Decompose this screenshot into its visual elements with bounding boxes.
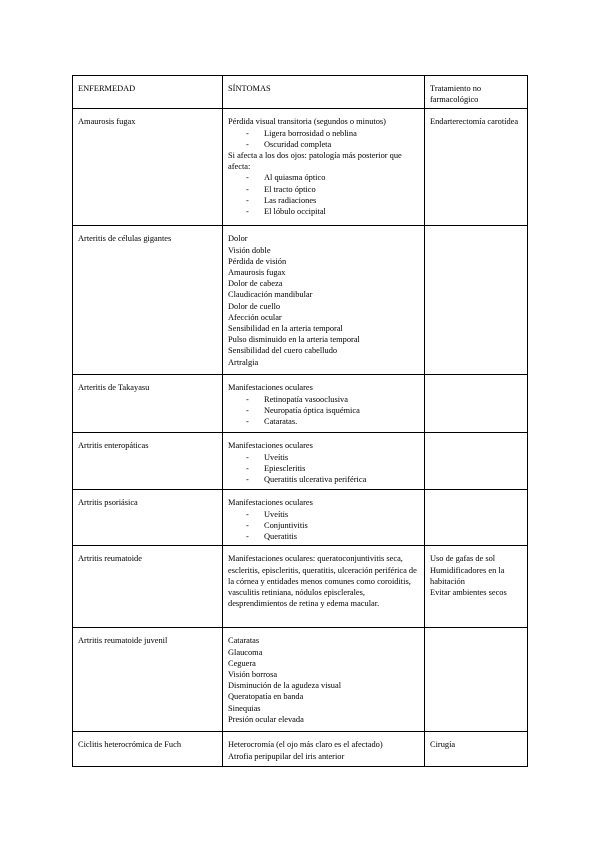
table-row [73, 375, 528, 433]
treatment-cell [425, 490, 528, 546]
symptoms-intro: Pérdida visual transitoria (segundos o minutos) [228, 117, 386, 127]
symptom-line: Claudicación mandibular [228, 290, 313, 300]
symptoms-cell [223, 546, 425, 628]
symptom-bullet: - El lóbulo occipital [228, 206, 420, 217]
treatment-line: Evitar ambientes secos [430, 588, 507, 598]
table-row [73, 732, 528, 767]
disease-name: Artritis reumatoide [73, 546, 223, 628]
symptom-bullet: - Oscuridad completa [228, 139, 420, 150]
treatment-cell: Endarterectomía carotídea [425, 109, 528, 226]
symptom-bullet: - Queratitis [228, 531, 420, 542]
symptom-line: Pérdida de visión [228, 256, 287, 266]
symptom-line: Sinequias [228, 703, 261, 713]
symptoms-intro: Manifestaciones oculares [228, 383, 313, 393]
symptom-line: Queratopatía en banda [228, 692, 304, 702]
table-row [73, 490, 528, 546]
disease-name: Arteritis de células gigantes [73, 226, 223, 375]
disease-name: Artritis reumatoide juvenil [73, 628, 223, 732]
symptom-line: Dolor [228, 234, 248, 244]
symptom-bullet: - Conjuntivitis [228, 520, 420, 531]
symptom-bullet: - El tracto óptico [228, 184, 420, 195]
symptom-bullet: - Cataratas. [228, 416, 420, 427]
table-row [73, 109, 528, 226]
symptom-bullet: - Neuropatía óptica isquémica [228, 405, 420, 416]
symptoms-middle: Si afecta a los dos ojos: patología más posterior que afecta: [228, 151, 402, 172]
symptom-line: Disminución de la agudeza visual [228, 681, 342, 691]
treatment-cell: Cirugía [425, 732, 528, 767]
symptoms-cell [223, 109, 425, 226]
treatment-line: Humidificadores en la habitación [430, 565, 505, 586]
symptom-line: Atrofia peripupilar del iris anterior [228, 751, 345, 761]
treatment-line: Uso de gafas de sol [430, 554, 496, 564]
symptoms-cell [223, 433, 425, 490]
table-row [73, 433, 528, 490]
table-row [73, 546, 528, 628]
disease-name: Arteritis de Takayasu [73, 375, 223, 433]
symptom-bullet: - Retinopatía vasooclusiva [228, 394, 420, 405]
symptom-line: Afección ocular [228, 312, 282, 322]
symptom-line: Dolor de cuello [228, 301, 281, 311]
symptom-line: Heterocromía (el ojo más claro es el afectado) [228, 740, 383, 750]
treatment-cell [425, 546, 528, 628]
symptom-bullet: - Epiescleritis [228, 463, 420, 474]
symptom-bullet: - Uveítis [228, 509, 420, 520]
table-row [73, 628, 528, 732]
symptom-line: Presión ocular elevada [228, 714, 304, 724]
symptom-line: Ceguera [228, 658, 256, 668]
symptom-line: Amaurosis fugax [228, 268, 286, 278]
symptom-line: Sensibilidad del cuero cabelludo [228, 346, 338, 356]
disease-table [72, 75, 528, 767]
symptoms-intro: Manifestaciones oculares [228, 441, 313, 451]
symptom-line: Dolor de cabeza [228, 279, 283, 289]
disease-name: Amaurosis fugax [73, 109, 223, 226]
symptom-line: Visión doble [228, 245, 271, 255]
symptom-bullet: - Queratitis ulcerativa periférica [228, 474, 420, 485]
table-row [73, 226, 528, 375]
symptoms-cell [223, 375, 425, 433]
treatment-cell [425, 433, 528, 490]
symptoms-cell [223, 226, 425, 375]
disease-name: Artritis enteropáticas [73, 433, 223, 490]
table-header-row [73, 76, 528, 109]
symptom-line: Visión borrosa [228, 670, 278, 680]
symptoms-cell [223, 628, 425, 732]
symptom-bullet: - Al quiasma óptico [228, 172, 420, 183]
disease-name: Artritis psoriásica [73, 490, 223, 546]
symptom-line: Artralgia [228, 357, 259, 367]
disease-name: Ciclitis heterocrómica de Fuch [73, 732, 223, 767]
symptom-line: Cataratas [228, 636, 260, 646]
symptoms-paragraph: Manifestaciones oculares: queratoconjuntivitis seca, escleritis, episcleritis, queratitis, ulceración periférica de la córnea y entidades menos comunes como coroiditis, vasculitis retiniana, nódulos episclerales, desprendimientos de retina y edema macular. [228, 554, 417, 609]
symptom-bullet: - Ligera borrosidad o neblina [228, 128, 420, 139]
symptom-line: Sensibilidad en la arteria temporal [228, 324, 343, 334]
symptom-line: Glaucoma [228, 647, 263, 657]
symptom-bullet: - Uveítis [228, 452, 420, 463]
symptoms-cell [223, 490, 425, 546]
symptom-line: Pulso disminuido en la arteria temporal [228, 335, 360, 345]
header-enfermedad: ENFERMEDAD [73, 76, 223, 109]
symptoms-cell [223, 732, 425, 767]
symptoms-intro: Manifestaciones oculares [228, 498, 313, 508]
symptom-bullet: - Las radiaciones [228, 195, 420, 206]
treatment-cell [425, 375, 528, 433]
header-tratamiento: Tratamiento no farmacológico [425, 76, 528, 109]
treatment-cell [425, 628, 528, 732]
header-sintomas: SÍNTOMAS [223, 76, 425, 109]
treatment-cell [425, 226, 528, 375]
